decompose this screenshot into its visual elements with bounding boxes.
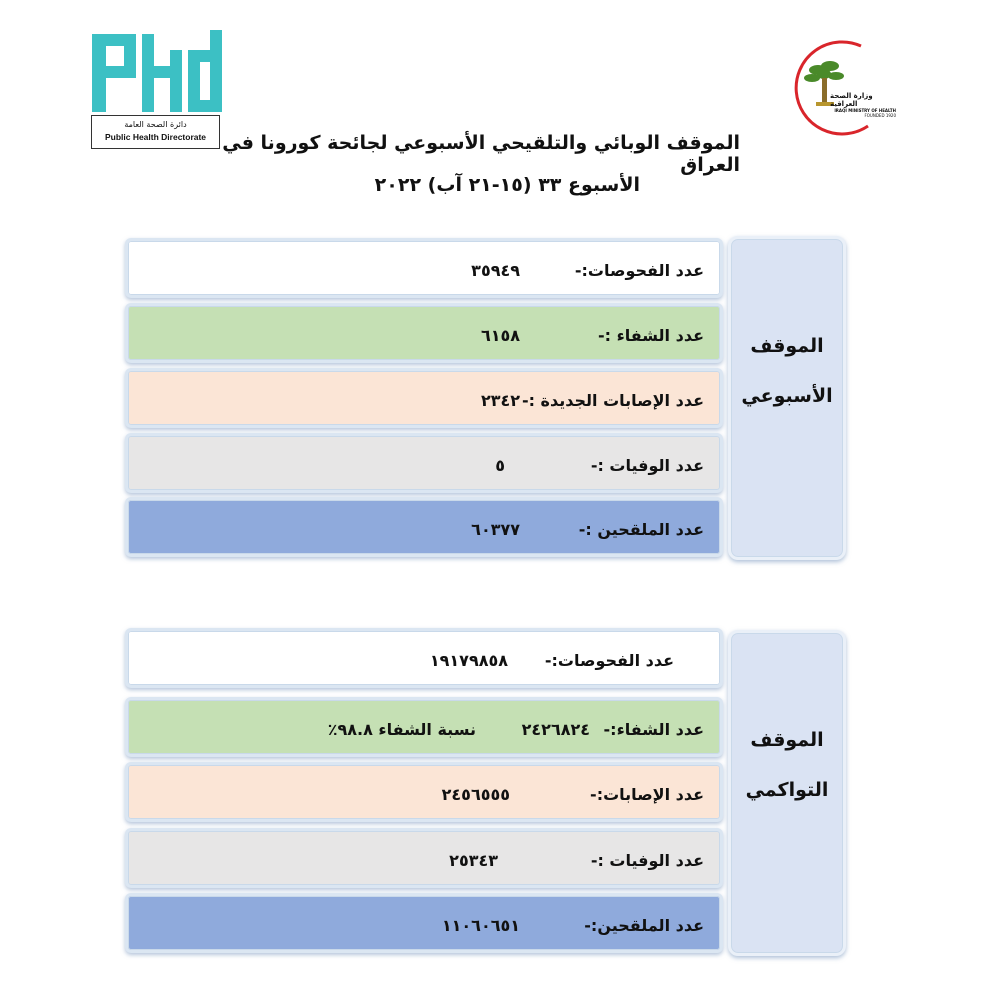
row-label: عدد الفحوصات:- (544, 651, 674, 670)
row-label: عدد الشفاء :- (597, 326, 704, 345)
moh-logo (776, 38, 886, 138)
cumulative-cases-row (125, 762, 723, 822)
page-subtitle: الأسبوع ٣٣ (١٥-٢١ آب) ٢٠٢٢ (374, 174, 640, 196)
moh-name-ar: وزارة الصحة العراقية (830, 92, 873, 108)
moh-text (830, 92, 896, 118)
phd-caption-en: Public Health Directorate (104, 132, 207, 142)
row-label: عدد الوفيات :- (590, 851, 704, 870)
cumulative-section-heading (728, 630, 846, 956)
weekly-tests-row (125, 238, 723, 298)
row-value: ١١٠٦٠٦٥١ (441, 916, 520, 935)
moh-name-en: IRAQI MINISTRY OF HEALTH (834, 108, 896, 113)
weekly-section-heading (728, 236, 846, 560)
row-label: عدد الإصابات الجديدة :- (521, 391, 704, 410)
cumulative-recoveries-row (125, 697, 723, 757)
heading-line: التواكمي (745, 779, 829, 801)
palm-tree-icon (776, 38, 886, 138)
weekly-recoveries-row (125, 303, 723, 363)
heading-line: الموقف (750, 335, 824, 357)
weekly-vaccinated-row (125, 497, 723, 557)
row-value: ٥ (495, 456, 505, 475)
row-label: عدد الملقحين :- (578, 520, 704, 539)
cumulative-tests-row (125, 628, 723, 688)
cumulative-deaths-row (125, 828, 723, 888)
row-label: عدد الوفيات :- (590, 456, 704, 475)
recovery-rate: نسبة الشفاء ٩٨.٨٪ (327, 720, 476, 739)
weekly-new-cases-row (125, 368, 723, 428)
heading-line: الموقف (750, 729, 824, 751)
row-label: عدد الإصابات:- (590, 785, 704, 804)
cumulative-vaccinated-row (125, 893, 723, 953)
row-value: ٢٤٢٦٨٢٤ (521, 720, 590, 739)
moh-founded: FOUNDED 1920 (864, 113, 896, 118)
row-label: عدد الملقحين:- (584, 916, 704, 935)
row-value: ١٩١٧٩٨٥٨ (429, 651, 508, 670)
weekly-deaths-row (125, 433, 723, 493)
row-value: ٦١٥٨ (480, 326, 520, 345)
phd-logo-icon (90, 30, 226, 120)
page-title: الموقف الوبائي والتلقيحي الأسبوعي لجائحة كورونا في العراق (222, 132, 740, 176)
heading-line: الأسبوعي (741, 385, 833, 407)
row-value: ٢٣٤٢ (480, 391, 520, 410)
row-value: ٦٠٣٧٧ (471, 520, 520, 539)
row-value: ٢٥٣٤٣ (449, 851, 498, 870)
row-value: ٢٤٥٦٥٥٥ (441, 785, 510, 804)
row-label: عدد الفحوصات:- (574, 261, 704, 280)
phd-caption-ar: دائرة الصحة العامة (124, 120, 187, 129)
row-label: عدد الشفاء:- (603, 720, 704, 739)
row-value: ٣٥٩٤٩ (471, 261, 520, 280)
